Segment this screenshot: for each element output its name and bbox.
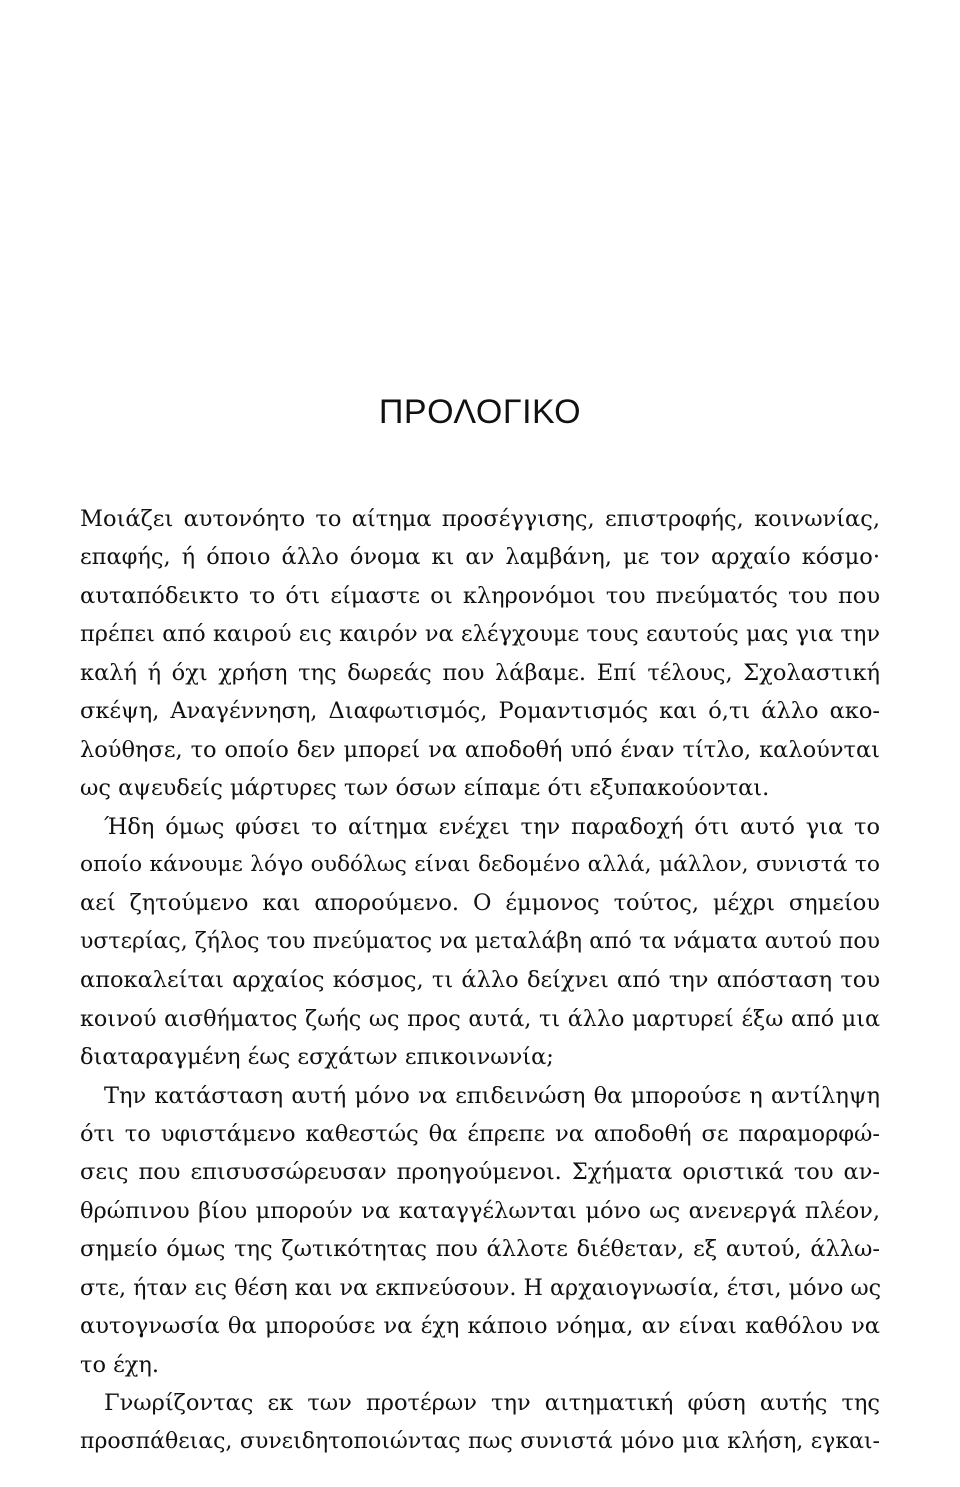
text-line: Ήδη όμως φύσει το αίτημα ενέχει την παραδοχή ότι αυτό για το [104, 813, 880, 840]
text-line: σεις που επισυσσώρευσαν προηγούμενοι. Σχήματα οριστικά του αν- [80, 1159, 880, 1186]
text-line: λούθησε, το οποίο δεν μπορεί να αποδοθή υπό έναν τίτλο, καλούνται [80, 736, 880, 763]
text-line: καλή ή όχι χρήση της δωρεάς που λάβαμε. Επί τέλους, Σχολαστική [80, 659, 880, 686]
body-text [80, 500, 880, 1461]
text-line: σκέψη, Αναγέννηση, Διαφωτισμός, Ρομαντισμός και ό,τι άλλο ακο- [80, 698, 880, 725]
text-line: στε, ήταν εις θέση και να εκπνεύσουν. Η αρχαιογνωσία, έτσι, μόνο ως [80, 1274, 882, 1301]
text-line: κοινού αισθήματος ζωής ως προς αυτά, τι άλλο μαρτυρεί έξω από μια [80, 1005, 880, 1032]
text-line: αεί ζητούμενο και απορούμενο. Ο έμμονος τούτος, μέχρι σημείου [80, 890, 880, 917]
text-line: αυτογνωσία θα μπορούσε να έχη κάποιο νόημα, αν είναι καθόλου να [80, 1313, 880, 1340]
text-line: αποκαλείται αρχαίος κόσμος, τι άλλο δείχνει από την απόσταση του [80, 967, 880, 994]
text-line: οποίο κάνουμε λόγο ουδόλως είναι δεδομένο αλλά, μάλλον, συνιστά το [80, 851, 880, 877]
text-line: προσπάθειας, συνειδητοποιώντας πως συνιστά μόνο μια κλήση, εγκαι- [80, 1428, 880, 1454]
page-title: ΠΡΟΛΟΓΙΚΟ [378, 393, 582, 431]
text-line: ως αψευδείς μάρτυρες των όσων είπαμε ότι εξυπακούονται. [80, 775, 770, 802]
text-line: Την κατάσταση αυτή μόνο να επιδεινώση θα μπορούσε η αντίληψη [104, 1082, 880, 1109]
text-line: Γνωρίζοντας εκ των προτέρων την αιτηματική φύση αυτής της [104, 1390, 880, 1417]
text-line: σημείο όμως της ζωτικότητας που άλλοτε διέθεταν, εξ αυτού, άλλω- [80, 1236, 880, 1263]
text-line: επαφής, ή όποιο άλλο όνομα κι αν λαμβάνη, με τον αρχαίο κόσμο· [80, 544, 880, 571]
text-line: υστερίας, ζήλος του πνεύματος να μεταλάβη από τα νάματα αυτού που [80, 928, 880, 954]
text-line: Μοιάζει αυτονόητο το αίτημα προσέγγισης, επιστροφής, κοινωνίας, [80, 506, 880, 532]
text-line: θρώπινου βίου μπορούν να καταγγέλωνται μόνο ως ανενεργά πλέον, [80, 1197, 880, 1224]
document-page [80, 0, 880, 1487]
text-line: πρέπει από καιρού εις καιρόν να ελέγχουμε τους εαυτούς μας για την [80, 621, 880, 648]
text-line: το έχη. [80, 1351, 160, 1378]
text-line: διαταραγμένη έως εσχάτων επικοινωνία; [80, 1044, 554, 1071]
text-line: ότι το υφιστάμενο καθεστώς θα έπρεπε να αποδοθή σε παραμορφώ- [80, 1121, 880, 1147]
text-line: αυταπόδεικτο το ότι είμαστε οι κληρονόμοι του πνεύματός του που [80, 582, 880, 609]
